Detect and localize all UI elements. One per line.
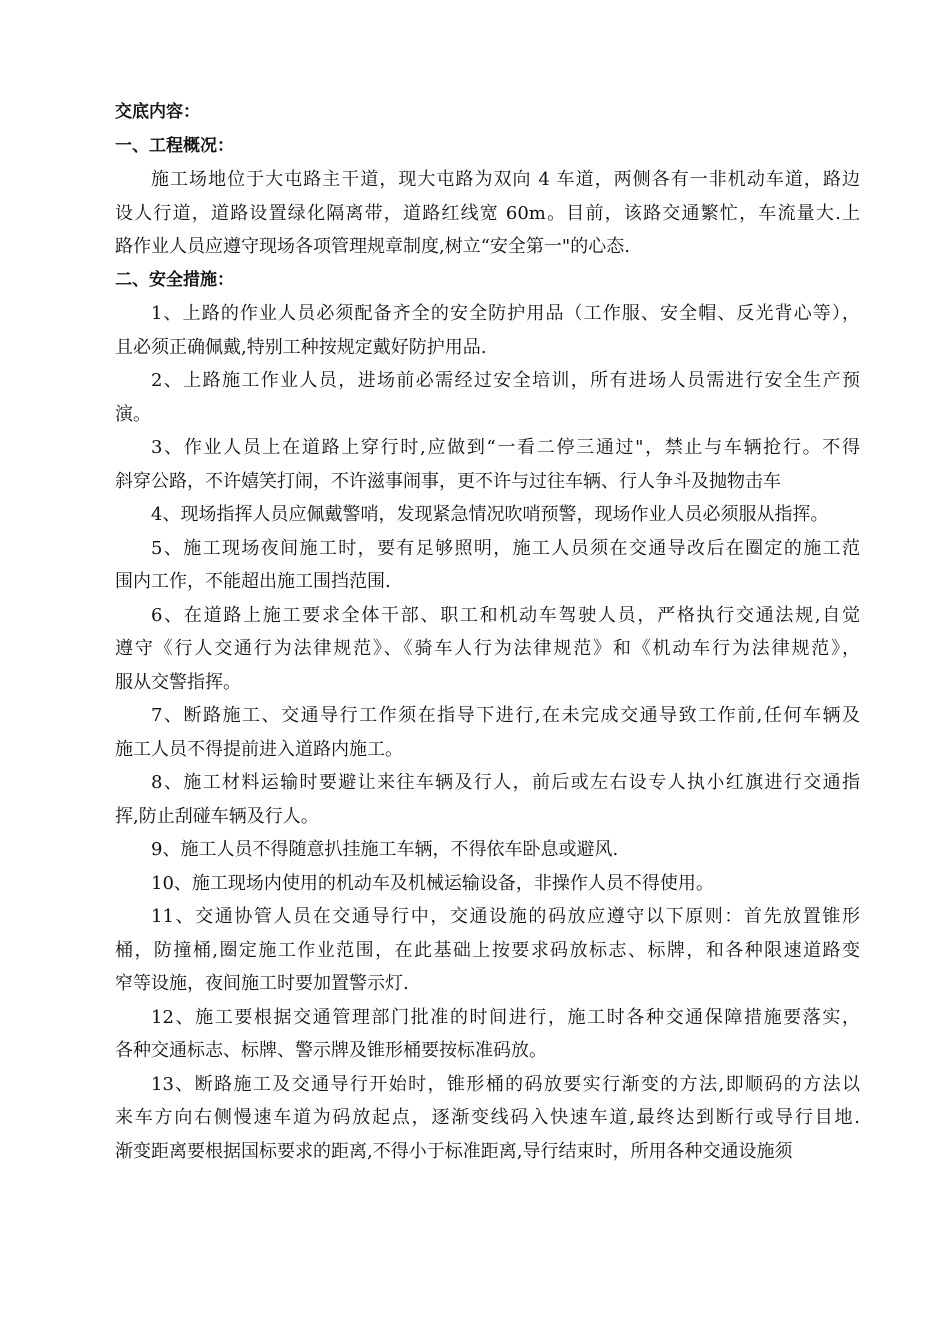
paragraph-line: 11、交通协管人员在交通导行中，交通设施的码放应遵守以下原则：首先放置锥形: [151, 906, 860, 927]
paragraph: [115, 1068, 860, 1169]
paragraph: [115, 766, 860, 833]
paragraph: [115, 431, 860, 498]
paragraph: [115, 833, 860, 867]
paragraph-line: 2、上路施工作业人员，进场前必需经过安全培训，所有进场人员需进行安全生产预: [151, 370, 860, 391]
document-body: [115, 96, 860, 1168]
paragraph-line: 5、施工现场夜间施工时，要有足够照明，施工人员须在交通导改后在圈定的施工范: [151, 537, 860, 559]
paragraph-line: 窄等设施，夜间施工时要加置警示灯.: [115, 973, 409, 994]
paragraph: [115, 297, 860, 364]
section-heading: 一、工程概况：: [115, 135, 234, 156]
paragraph-line: 围内工作，不能超出施工围挡范围.: [115, 571, 391, 592]
document-title: 交底内容：: [115, 102, 200, 122]
paragraph-line: 路作业人员应遵守现场各项管理规章制度,树立“安全第一"的心态.: [115, 236, 630, 257]
paragraph-line: 1、上路的作业人员必须配备齐全的安全防护用品（工作服、安全帽、反光背心等），: [151, 303, 860, 324]
paragraph: [115, 599, 860, 700]
paragraph: [115, 498, 860, 532]
paragraph: [115, 900, 860, 1001]
paragraph-line: 设人行道，道路设置绿化隔离带，道路红线宽 60m。目前，该路交通繁忙，车流量大.上: [115, 202, 860, 224]
paragraph-line: 斜穿公路，不许嬉笑打闹，不许滋事闹事，更不许与过往车辆、行人争斗及抛物击车: [115, 470, 781, 492]
paragraph: [115, 867, 860, 901]
paragraph-line: 演。: [115, 403, 151, 425]
paragraph-line: 10、施工现场内使用的机动车及机械运输设备，非操作人员不得使用。: [151, 872, 714, 894]
paragraph: [115, 532, 860, 599]
paragraph-line: 7、断路施工、交通导行工作须在指导下进行,在未完成交通导致工作前,任何车辆及: [151, 705, 860, 726]
paragraph-line: 3、作业人员上在道路上穿行时,应做到“一看二停三通过"，禁止与车辆抢行。不得: [151, 437, 860, 458]
paragraph-line: 渐变距离要根据国标要求的距离,不得小于标准距离,导行结束时，所用各种交通设施须: [115, 1140, 793, 1162]
paragraph-line: 13、断路施工及交通导行开始时，锥形桶的码放要实行渐变的方法,即顺码的方法以: [151, 1073, 860, 1095]
paragraph: [115, 163, 860, 264]
paragraph-line: 4、现场指挥人员应佩戴警哨，发现紧急情况吹哨预警，现场作业人员必须服从指挥。: [151, 504, 829, 525]
paragraph-line: 遵守《行人交通行为法律规范》、《骑车人行为法律规范》和《机动车行为法律规范》，: [115, 638, 860, 659]
paragraph-line: 8、施工材料运输时要避让来往车辆及行人，前后或左右设专人执小红旗进行交通指: [151, 772, 860, 793]
paragraph-line: 6、在道路上施工要求全体干部、职工和机动车驾驶人员，严格执行交通法规,自觉: [151, 604, 860, 626]
paragraph: [115, 699, 860, 766]
paragraph-line: 桶，防撞桶,圈定施工作业范围，在此基础上按要求码放标志、标牌，和各种限速道路变: [115, 939, 860, 961]
paragraph: [115, 1001, 860, 1068]
paragraph-line: 施工场地位于大屯路主干道，现大屯路为双向 4 车道，两侧各有一非机动车道，路边: [151, 169, 860, 190]
paragraph-line: 12、施工要根据交通管理部门批准的时间进行，施工时各种交通保障措施要落实，: [151, 1006, 860, 1028]
section-heading: 二、安全措施：: [115, 269, 234, 290]
paragraph-line: 且必须正确佩戴,特别工种按规定戴好防护用品.: [115, 336, 487, 358]
paragraph-line: 来车方向右侧慢速车道为码放起点，逐渐变线码入快速车道,最终达到断行或导行目地.: [115, 1107, 860, 1128]
paragraph-line: 9、施工人员不得随意扒挂施工车辆，不得依车卧息或避风.: [151, 839, 619, 860]
paragraph-line: 挥,防止刮碰车辆及行人。: [115, 805, 319, 827]
paragraph-line: 施工人员不得提前进入道路内施工。: [115, 738, 403, 760]
paragraph-line: 服从交警指挥。: [115, 671, 241, 693]
paragraph-line: 各种交通标志、标牌、警示牌及锥形桶要按标准码放。: [115, 1040, 547, 1061]
paragraph: [115, 364, 860, 431]
